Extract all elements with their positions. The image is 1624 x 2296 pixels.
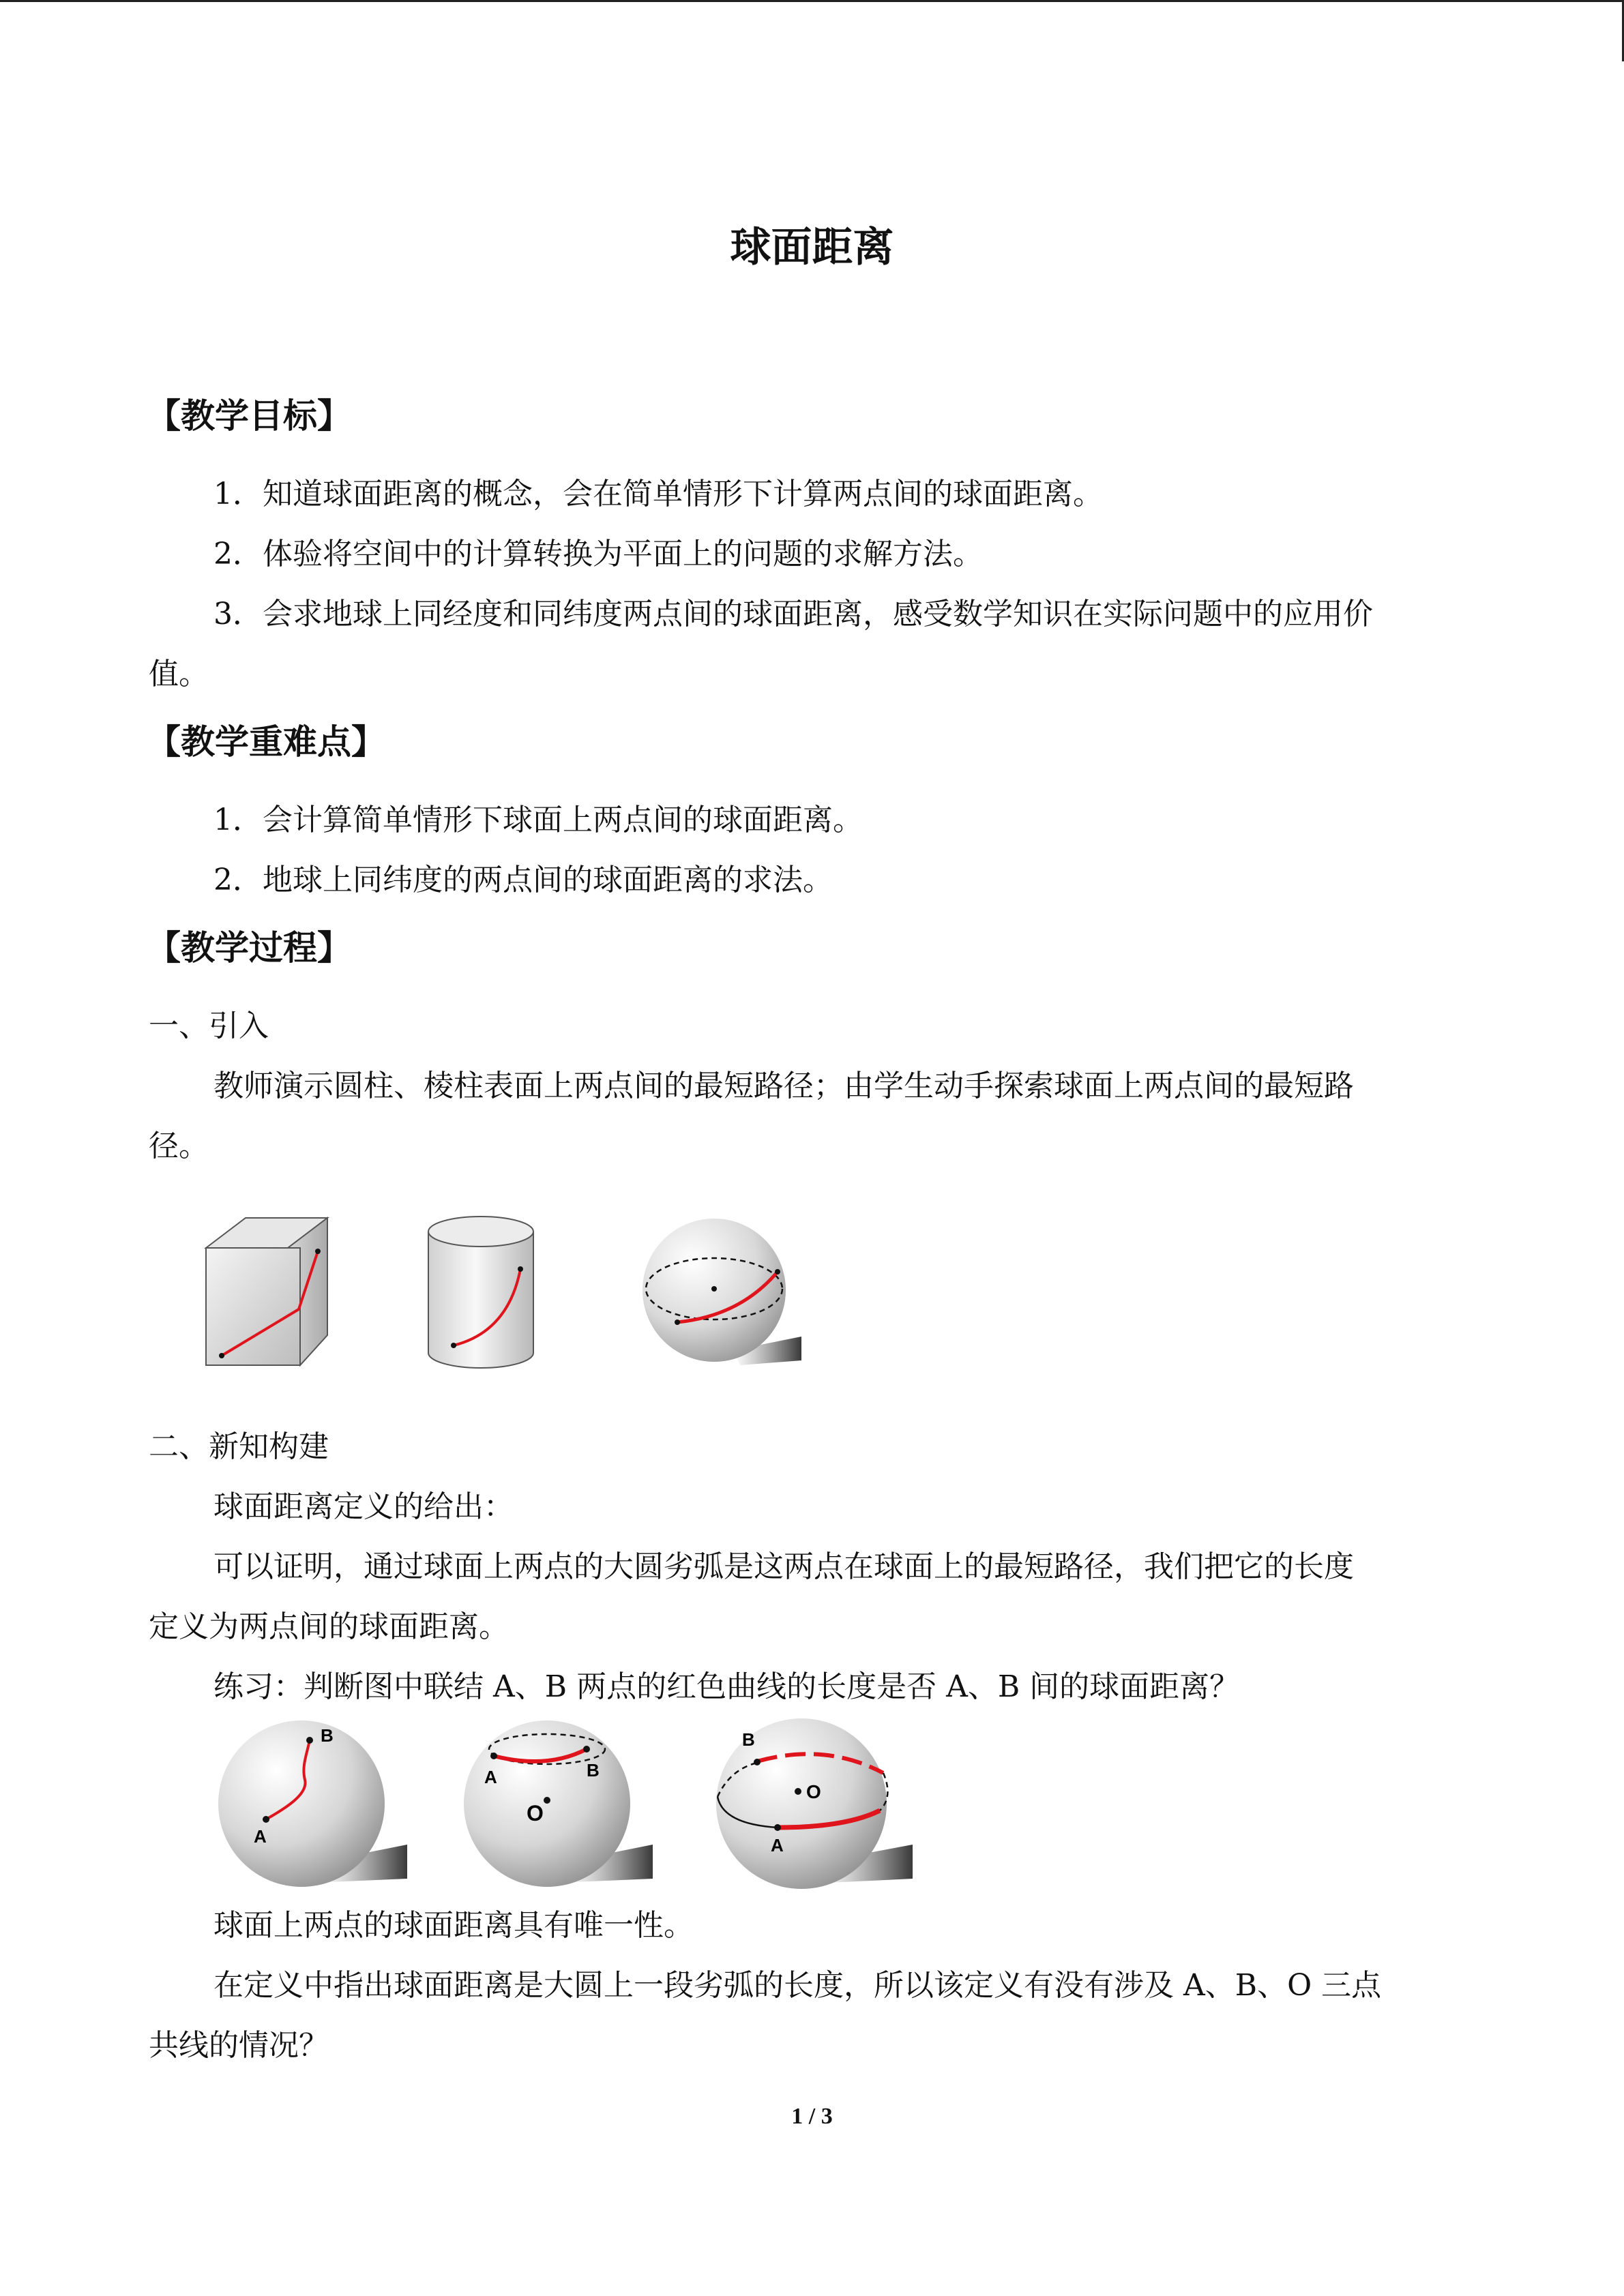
exercise-sphere-2 [458,1718,656,1889]
label-a: A [771,1835,784,1855]
label-o: O [806,1781,821,1802]
intro-line-2: 径。 [149,1129,209,1163]
exercise-sphere-3 [709,1715,914,1892]
label-o: O [527,1801,544,1825]
key-point-2: 2．地球上同纬度的两点间的球面距离的求法。 [213,863,833,897]
key-point-1: 1．会计算简单情形下球面上两点间的球面距离。 [213,803,863,837]
sphere-path-figure [638,1214,805,1372]
question-line-1: 在定义中指出球面距离是大圆上一段劣弧的长度，所以该定义有没有涉及 A、B、O 三点 [213,1968,1382,2003]
goal-1: 1．知道球面距离的概念，会在简单情形下计算两点间的球面距离。 [213,477,1103,511]
section-new-knowledge-heading: 二、新知构建 [149,1429,329,1464]
label-a: A [254,1826,267,1847]
label-b: B [587,1760,600,1780]
label-b: B [321,1725,334,1746]
label-a: A [484,1767,497,1787]
goal-2: 2．体验将空间中的计算转换为平面上的问题的求解方法。 [213,537,983,571]
definition-line-1: 可以证明，通过球面上两点的大圆劣弧是这两点在球面上的最短路径，我们把它的长度 [213,1549,1354,1584]
goal-3-line-1: 3．会求地球上同经度和同纬度两点间的球面距离，感受数学知识在实际问题中的应用价 [213,597,1373,631]
section-intro-heading: 一、引入 [149,1009,269,1043]
uniqueness-statement: 球面上两点的球面距离具有唯一性。 [213,1908,694,1943]
top-border [0,0,1624,2]
cylinder-path-figure [423,1212,539,1373]
prism-path-figure [198,1214,348,1371]
heading-teaching-process: 【教学过程】 [147,928,351,968]
page-number: 1 / 3 [791,2104,833,2129]
heading-key-points: 【教学重难点】 [147,722,385,762]
definition-heading: 球面距离定义的给出： [213,1489,514,1524]
intro-line-1: 教师演示圆柱、棱柱表面上两点间的最短路径；由学生动手探索球面上两点间的最短路 [213,1069,1354,1103]
question-line-2: 共线的情况？ [149,2028,329,2063]
heading-teaching-goals: 【教学目标】 [147,396,351,436]
exercise-prompt: 练习：判断图中联结 A、B 两点的红色曲线的长度是否 A、B 间的球面距离？ [213,1669,1240,1704]
page-title: 球面距离 [730,224,894,271]
exercise-sphere-1 [213,1718,411,1889]
label-b: B [742,1729,755,1750]
definition-line-2: 定义为两点间的球面距离。 [149,1609,509,1644]
goal-3-line-2: 值。 [149,657,209,691]
